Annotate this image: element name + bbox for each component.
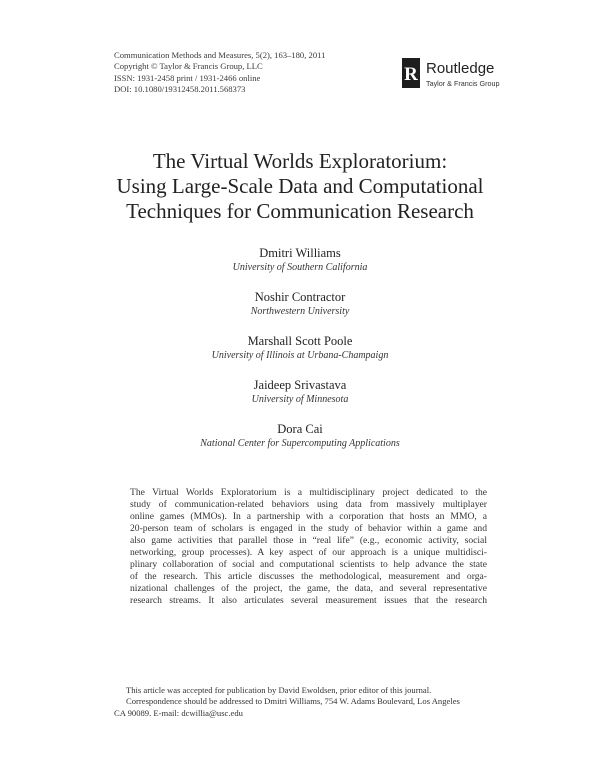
journal-metadata — [114, 50, 325, 95]
author-affiliation: Northwestern University — [250, 306, 350, 317]
abstract-line: The Virtual Worlds Exploratorium is a multidisciplinary project dedicated to the — [130, 487, 487, 498]
author-block — [0, 377, 600, 421]
author-name: Marshall Scott Poole — [247, 334, 353, 348]
abstract-line: networking, group processes). A key aspect of our approach is a unique multidisci- — [130, 546, 487, 558]
copyright-line: Copyright © Taylor & Francis Group, LLC — [114, 61, 263, 72]
abstract-line: nizational challenges of the project, the game, the data, and several representative — [130, 582, 487, 594]
author-affiliation: National Center for Supercomputing Applications — [200, 438, 400, 449]
author-block — [0, 421, 600, 465]
author-name: Jaideep Srivastava — [253, 378, 347, 392]
title-line-1: The Virtual Worlds Exploratorium: — [152, 149, 448, 173]
author-name: Dora Cai — [277, 422, 323, 436]
author-name: Dmitri Williams — [259, 246, 341, 260]
logo-letter: R — [404, 64, 418, 85]
abstract-line: 20-person team of scholars is engaged in the study of behavior within a game and — [130, 522, 487, 534]
author-affiliation: University of Southern California — [232, 262, 368, 273]
correspondence-email: CA 90089. E-mail: dcwillia@usc.edu — [114, 707, 243, 718]
correspondence-note: Correspondence should be addressed to Dmitri Williams, 754 W. Adams Boulevard, Los Angeles — [126, 696, 460, 707]
journal-citation: Communication Methods and Measures, 5(2), 163–180, 2011 — [114, 50, 326, 60]
abstract — [130, 487, 487, 607]
author-block — [0, 333, 600, 377]
author-list — [0, 245, 600, 465]
abstract-line: online games (MMOs). In a partnership with a corporation that hosts an MMO, a — [130, 510, 487, 522]
publisher-subtitle: Taylor & Francis Group — [426, 79, 500, 88]
title-line-3: Techniques for Communication Research — [126, 199, 474, 223]
publisher-name: Routledge — [426, 60, 495, 77]
author-block — [0, 245, 600, 289]
author-affiliation: University of Minnesota — [251, 394, 349, 405]
abstract-line: research streams. It also articulates several measurement issues that the research — [130, 594, 487, 606]
title-line-2: Using Large-Scale Data and Computational — [116, 174, 484, 198]
article-title — [60, 149, 540, 224]
routledge-logo-icon — [402, 58, 420, 88]
doi-line: DOI: 10.1080/19312458.2011.568373 — [114, 83, 246, 94]
issn-line: ISSN: 1931-2458 print / 1931-2466 online — [114, 72, 261, 83]
abstract-line: also game activities that parallel those in “real life” (e.g., economic activity, social — [130, 534, 487, 546]
abstract-line: plinary collaboration of social and computational scientists to help advance the state — [130, 558, 487, 570]
publisher-logo — [402, 58, 512, 92]
author-name: Noshir Contractor — [254, 290, 346, 304]
acceptance-note: This article was accepted for publication by David Ewoldsen, prior editor of this journal. — [126, 685, 432, 695]
author-block — [0, 289, 600, 333]
footnotes — [114, 685, 486, 719]
author-affiliation: University of Illinois at Urbana-Champaign — [211, 350, 389, 361]
abstract-line: study of communication-related behaviors using data from massively multiplayer — [130, 498, 487, 510]
abstract-line: of the research. This article discusses the methodological, measurement and orga- — [130, 570, 487, 582]
